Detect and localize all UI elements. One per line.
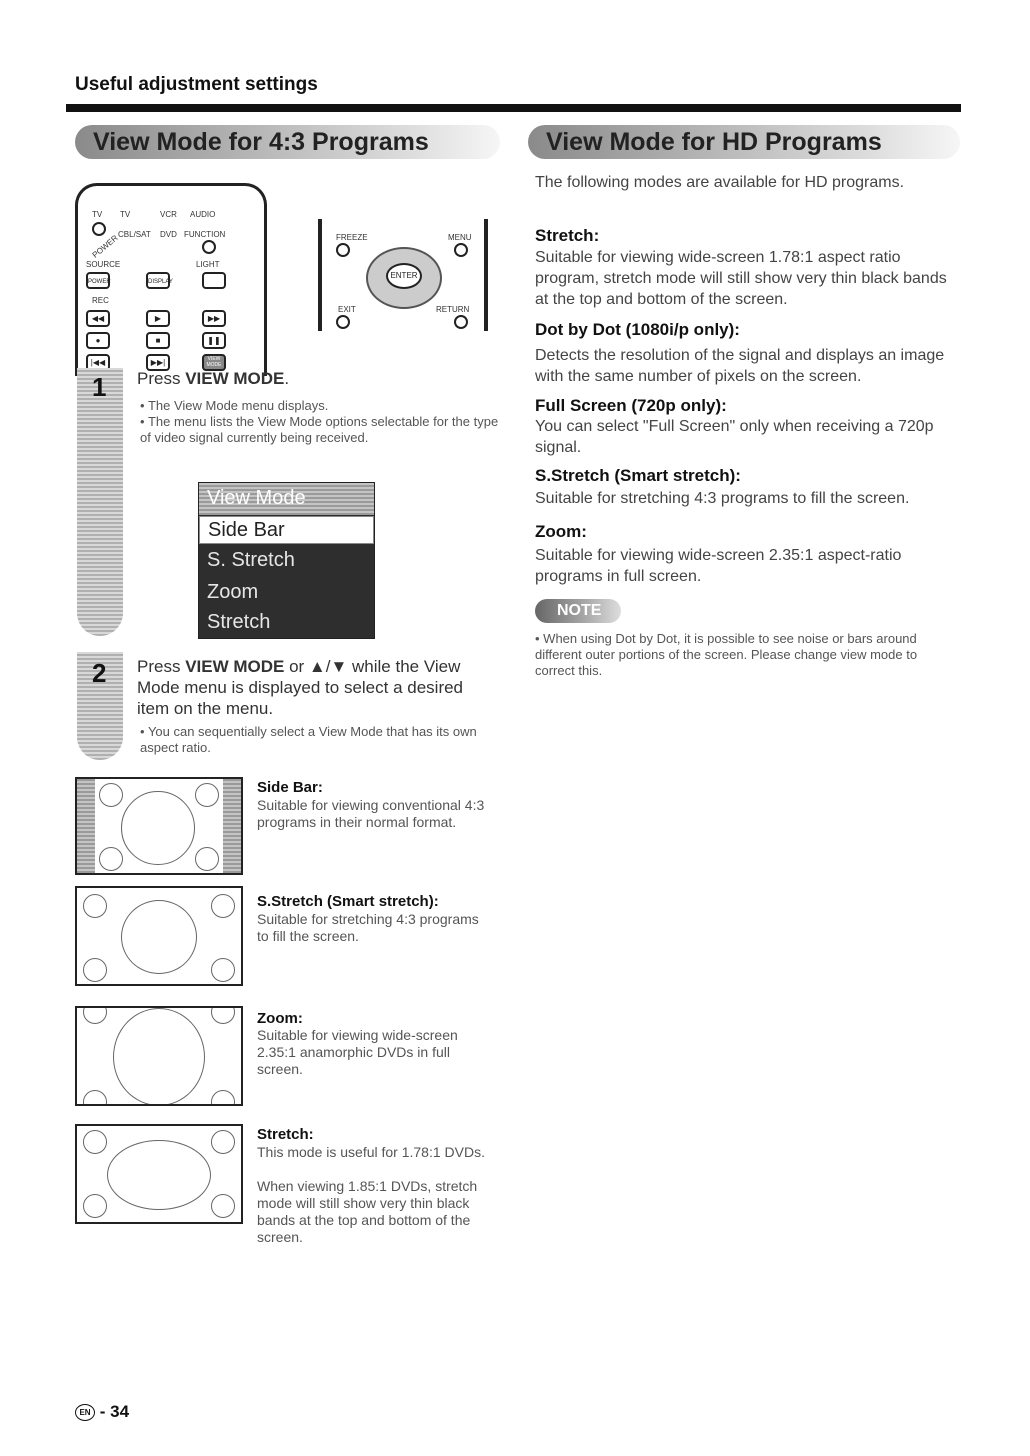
step1-key: VIEW MODE: [185, 369, 285, 388]
section-title-4-3: View Mode for 4:3 Programs: [93, 128, 429, 156]
circle-shape: [211, 958, 235, 982]
view-mode-menu: [198, 482, 375, 639]
record-icon: ●: [86, 332, 110, 349]
remote-display-text: DISPLAY: [148, 279, 173, 285]
step1-bullet-text: The menu lists the View Mode options selectable for the type of video signal currently being received.: [140, 414, 499, 445]
step1-bullet: [140, 398, 500, 414]
step2-number: 2: [92, 658, 107, 688]
stretch-frame: [75, 1124, 243, 1224]
remote-display-button: [146, 272, 173, 289]
circle-shape: [83, 1090, 107, 1106]
mode-title-zoom: Zoom:: [257, 1010, 303, 1027]
menu-item-side-bar[interactable]: [199, 516, 374, 544]
exit-label: EXIT: [338, 305, 356, 314]
step1-prefix: Press: [137, 369, 186, 388]
remote-label-rec: REC: [92, 296, 109, 305]
remote-light-button: [202, 272, 226, 289]
remote-label-function: FUNCTION: [184, 230, 226, 239]
remote-power-text: POWER: [88, 279, 111, 285]
hd-body-dot-by-dot: Detects the resolution of the signal and displays an image with the same number of pixels on the screen.: [535, 347, 945, 385]
hd-body-full-screen: You can select "Full Screen" only when receiving a 720p signal.: [535, 418, 934, 456]
step2-prefix: Press: [137, 657, 186, 676]
zoom-frame: [75, 1006, 243, 1106]
mode-body-side-bar: Suitable for viewing conventional 4:3 programs in their normal format.: [257, 797, 485, 830]
circle-shape: [195, 847, 219, 871]
page-header: Useful adjustment settings: [75, 74, 318, 95]
step1-number: 1: [92, 372, 107, 402]
remote-label-power-ring: POWER: [90, 233, 120, 260]
circle-shape: [121, 900, 197, 974]
s-stretch-frame: [75, 886, 243, 986]
stop-icon: ■: [146, 332, 170, 349]
step2-key: VIEW MODE: [185, 657, 285, 676]
hd-body-stretch: Suitable for viewing wide-screen 1.78:1 aspect ratio program, stretch mode will still show very thin black bands at the top and bottom of the screen.: [535, 249, 947, 308]
mode-title-side-bar: Side Bar:: [257, 779, 323, 796]
mode-body-s-stretch: Suitable for stretching 4:3 programs to fill the screen.: [257, 911, 479, 944]
circle-shape: [99, 847, 123, 871]
circle-shape: [107, 1140, 211, 1210]
section-title-hd: View Mode for HD Programs: [546, 128, 882, 156]
circle-shape: [211, 1006, 235, 1024]
menu-item-s-stretch[interactable]: S. Stretch: [207, 549, 295, 571]
circle-shape: [211, 1194, 235, 1218]
freeze-label: FREEZE: [336, 233, 368, 242]
mode-body-zoom: Suitable for viewing wide-screen 2.35:1 anamorphic DVDs in full screen.: [257, 1027, 458, 1077]
exit-button-icon: [336, 315, 350, 329]
circle-shape: [121, 791, 195, 865]
hd-title-full-screen: Full Screen (720p only):: [535, 396, 727, 415]
circle-shape: [83, 1194, 107, 1218]
return-label: RETURN: [436, 305, 470, 314]
hd-body-zoom: Suitable for viewing wide-screen 2.35:1 aspect-ratio programs in full screen.: [535, 547, 902, 585]
page-number: - 34: [99, 1402, 130, 1421]
remote-dot: [92, 222, 106, 236]
return-button-icon: [454, 315, 468, 329]
menu-item-zoom[interactable]: Zoom: [207, 581, 259, 603]
remote-label-source: SOURCE: [86, 260, 121, 269]
circle-shape: [83, 1130, 107, 1154]
note-label: NOTE: [557, 602, 602, 619]
mode-body-stretch: This mode is useful for 1.78:1 DVDs.: [257, 1144, 485, 1160]
menu-item-label: Side Bar: [208, 519, 285, 541]
note-bullet-mark: •: [535, 631, 544, 646]
step2-bullet: [140, 724, 500, 756]
step1-instruction: [137, 368, 507, 389]
remote-label-audio: AUDIO: [190, 210, 216, 219]
note-text: [535, 631, 955, 679]
en-language-icon: EN: [75, 1404, 95, 1421]
circle-shape: [99, 783, 123, 807]
circle-shape: [83, 894, 107, 918]
hd-title-zoom: Zoom:: [535, 522, 587, 541]
side-bar-frame: [75, 777, 243, 875]
circle-shape: [211, 1090, 235, 1106]
menu-label: MENU: [448, 233, 472, 242]
step1-bullet-text: The View Mode menu displays.: [147, 398, 329, 413]
step1-bullet-mark: •: [140, 414, 148, 429]
remote-label-tv: TV: [92, 210, 103, 219]
menu-item-stretch[interactable]: Stretch: [207, 611, 271, 633]
pause-icon: ❚❚: [202, 332, 226, 349]
skip-back-icon: |◀◀: [86, 354, 110, 371]
hd-title-s-stretch: S.Stretch (Smart stretch):: [535, 466, 741, 485]
hd-body-s-stretch: Suitable for stretching 4:3 programs to fill the screen.: [535, 490, 910, 507]
step2-middle: or ▲/▼ while the View Mode menu is displayed to select a desired item on the menu.: [137, 657, 464, 718]
hd-title-dot-by-dot: Dot by Dot (1080i/p only):: [535, 320, 740, 339]
enter-label: ENTER: [390, 271, 418, 280]
remote-label-vcr: VCR: [160, 210, 177, 219]
menu-button-icon: [454, 243, 468, 257]
step2-bullet-mark: •: [140, 724, 148, 739]
note-badge: [535, 599, 621, 623]
view-mode-button-label: VIEW MODE: [206, 356, 222, 368]
side-bar-right-band: [223, 779, 241, 873]
header-rule: [66, 104, 961, 112]
mode-body-stretch-2: When viewing 1.85:1 DVDs, stretch mode will still show very thin black bands at the top and bottom of the screen.: [257, 1178, 478, 1245]
fast-forward-icon: ▶▶: [202, 310, 226, 327]
rewind-icon: ◀◀: [86, 310, 110, 327]
step1-suffix: .: [284, 369, 290, 388]
skip-forward-icon: ▶▶|: [146, 354, 170, 371]
menu-title: View Mode: [207, 487, 306, 509]
circle-shape: [83, 958, 107, 982]
play-icon: ▶: [146, 310, 170, 327]
section-banner-4-3: [75, 125, 500, 159]
step2-bullet-text: You can sequentially select a View Mode that has its own aspect ratio.: [140, 724, 477, 755]
remote-power-button: [86, 272, 110, 289]
remote-label-light: LIGHT: [196, 260, 220, 269]
circle-shape: [113, 1008, 205, 1106]
hd-intro: The following modes are available for HD programs.: [535, 174, 905, 191]
page-footer: [75, 1402, 129, 1422]
side-bar-left-band: [77, 779, 95, 873]
mode-title-stretch: Stretch:: [257, 1126, 314, 1143]
section-banner-hd: [528, 125, 960, 159]
circle-shape: [211, 1130, 235, 1154]
mode-title-s-stretch: S.Stretch (Smart stretch):: [257, 893, 439, 910]
circle-shape: [195, 783, 219, 807]
remote-label-cblsat: CBL/SAT: [118, 230, 151, 239]
step1-bar: [77, 368, 123, 636]
remote-dot: [202, 240, 216, 254]
step2-instruction: [137, 656, 497, 719]
enter-button-icon: [386, 263, 422, 289]
circle-shape: [211, 894, 235, 918]
step1-bullet: [140, 414, 500, 446]
note-bullet-text: When using Dot by Dot, it is possible to see noise or bars around different outer portions of the screen. Please change view mode to correct this.: [535, 631, 918, 678]
remote-label-dvd: DVD: [160, 230, 177, 239]
remote-illustration: [75, 183, 267, 376]
freeze-button-icon: [336, 243, 350, 257]
circle-shape: [83, 1006, 107, 1024]
remote-label-tv2: TV: [120, 210, 131, 219]
menu-title-bar: [199, 483, 374, 515]
hd-title-stretch: Stretch:: [535, 226, 600, 245]
nav-pad-illustration: [318, 219, 488, 331]
